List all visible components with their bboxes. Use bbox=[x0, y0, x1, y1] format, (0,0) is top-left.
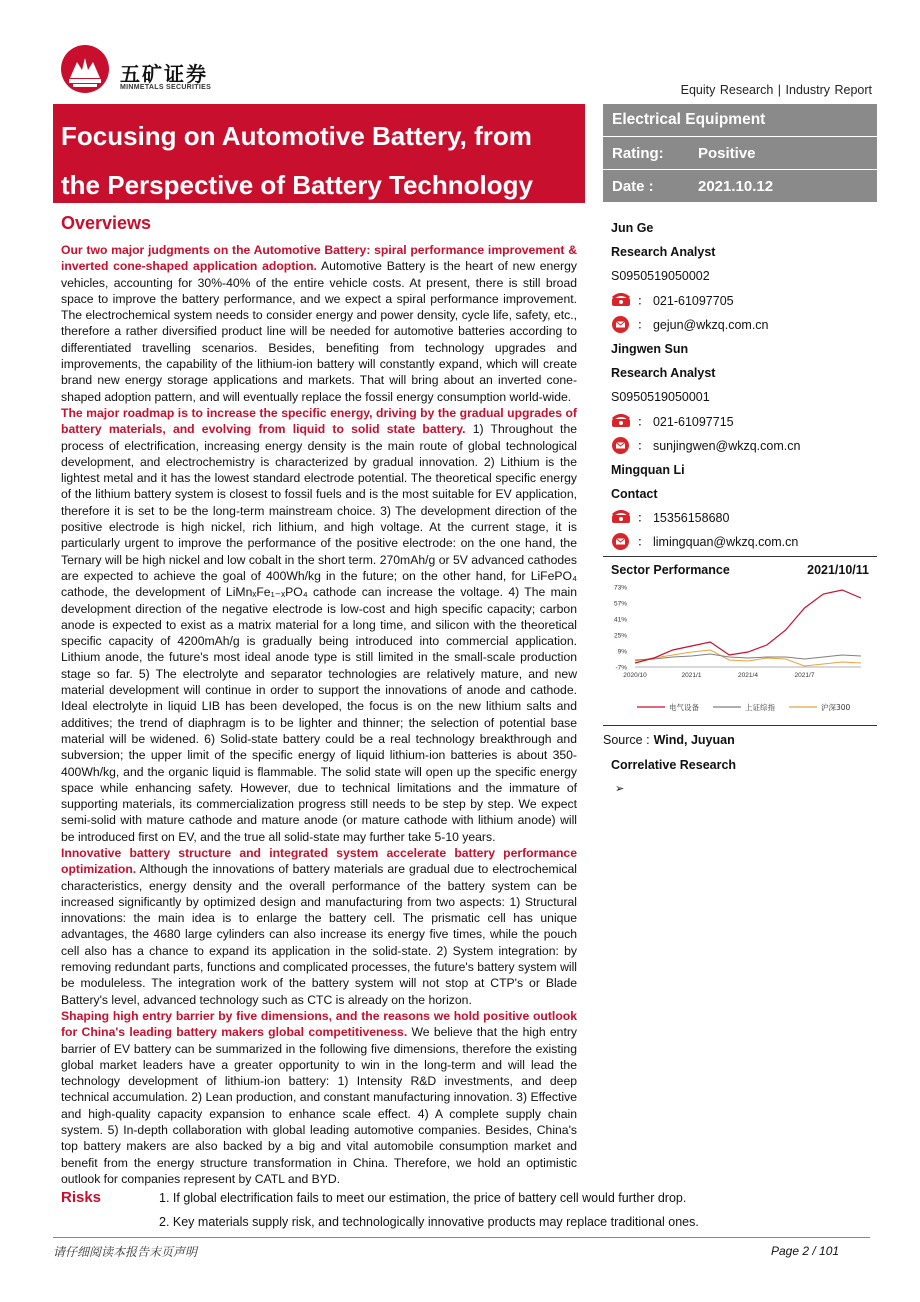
title-banner bbox=[53, 104, 585, 203]
chart-source bbox=[603, 733, 735, 747]
overview-body bbox=[61, 242, 577, 1187]
analyst-role: Contact bbox=[611, 487, 658, 502]
analyst-list bbox=[611, 216, 881, 555]
paragraph-text: We believe that the high entry barrier of EV battery can be summarized in the following five dimensions, therefore the existing global market leaders have a greater opportunity to win in the long-term and will lead the technology development of lithium-ion battery: 1) Intensity R&D investments, and deep technical accumulation. 2) Lean production, and constant manufacturing innovation. 3) Effective and high-quality capacity expansion to enhance scale effect. 4) A complete supply chain system. 5) In-depth collaboration with global leading automotive companies. Besides, China's top battery makers are also backed by a big and vital automobile consumption market and benefit from the energy structure transformation in China. Therefore, we hold an optimistic outlook for companies represent by CATL and BYD. bbox=[61, 1025, 577, 1186]
report-type: Equity Research | Industry Report bbox=[680, 83, 872, 97]
footer-divider bbox=[53, 1237, 870, 1238]
x-tick-label: 2020/10 bbox=[623, 672, 647, 679]
date-row bbox=[603, 170, 877, 202]
analyst-phone bbox=[611, 410, 881, 434]
sector-performance-chart bbox=[603, 556, 877, 726]
rating-value: Positive bbox=[698, 144, 756, 162]
analyst-phone bbox=[611, 506, 881, 530]
paragraph-highlight: Our two major judgments on the Automotive Battery: spiral performance improvement & inverted cone-shaped application adoption. bbox=[61, 243, 577, 274]
company-logo bbox=[60, 44, 230, 96]
x-tick-label: 2021/7 bbox=[794, 672, 815, 679]
bullet-arrow-icon: ➢ bbox=[615, 783, 625, 795]
paragraph-text: Although the innovations of battery materials are gradual due to electrochemical characteristics, energy density and the overall performance of the battery system can be increased significantly by optimized design and manufacturing from two aspects: 1) Structural innovations: the main idea is to enlarge the battery cell. The prismatic cell has unique advantages, the 4680 large cylinders can also increase its energy five times, while the pouch cell also has a chance to expand its application in the solid-state. 2) System integration: by removing redundant parts, functions and complicated processes, the future's battery system will be moduleless. The integration work of the battery system will not stop at CTP's or Blade Battery's level, advanced technology such as CTC is already on the horizon. bbox=[61, 862, 577, 1007]
x-tick-label: 2021/1 bbox=[681, 672, 702, 679]
paragraph bbox=[61, 242, 577, 405]
source-value: Wind, Juyuan bbox=[653, 733, 735, 747]
y-tick-label: 57% bbox=[613, 600, 627, 608]
x-tick-label: 2021/4 bbox=[738, 672, 758, 679]
legend-label: 上证综指 bbox=[745, 703, 775, 712]
legend-label: 沪深300 bbox=[821, 703, 851, 712]
analyst-email bbox=[611, 530, 881, 554]
paragraph bbox=[61, 1008, 577, 1187]
paragraph-highlight: The major roadmap is to increase the specific energy, driving by the gradual upgrades of battery materials, and evolving from liquid to solid state battery. bbox=[61, 405, 577, 437]
analyst-role: Research Analyst bbox=[611, 366, 716, 381]
minmetals-logo-icon bbox=[60, 44, 110, 94]
risk-item: 1. If global electrification fails to meet our estimation, the price of battery cell would further drop. bbox=[159, 1191, 687, 1205]
y-tick-label: 9% bbox=[617, 648, 627, 656]
phone-icon bbox=[611, 414, 631, 428]
legend-label: 电气设备 bbox=[669, 703, 699, 712]
risk-item: 2. Key materials supply risk, and technologically innovative products may replace traditional ones. bbox=[159, 1215, 699, 1229]
analyst-role: Research Analyst bbox=[611, 245, 716, 260]
email-address[interactable]: ： limingquan@wkzq.com.cn bbox=[637, 535, 799, 550]
correlative-research-title: Correlative Research bbox=[611, 758, 737, 772]
analyst-email bbox=[611, 313, 881, 337]
section-heading: Overviews bbox=[61, 213, 152, 233]
phone-number[interactable]: ： 021-61097705 bbox=[637, 293, 734, 308]
email-address[interactable]: ： gejun@wkzq.com.cn bbox=[637, 317, 769, 332]
y-tick-label: 41% bbox=[613, 616, 627, 624]
analyst-name: Mingquan Li bbox=[611, 462, 685, 477]
brand-name-en: MINMETALS SECURITIES bbox=[120, 84, 212, 91]
paragraph bbox=[61, 405, 577, 845]
mail-icon bbox=[612, 533, 629, 550]
analyst-cert: S0950519050002 bbox=[611, 269, 710, 284]
footer-disclaimer: 请仔细阅读本报告末页声明 bbox=[53, 1245, 198, 1259]
y-tick-label: 25% bbox=[613, 632, 627, 640]
paragraph-text: 1) Throughout the process of electrification, increasing energy density is the main route of global technological development, and electrochemistry is characterized by gradual innovation. 2) Lithium is the lightest metal and it has the lowest standard electrode potential. The theoretical specific energy of the lithium battery system is closest to fossil fuels and is the most suitable for EV application, therefore it is set to be the long-term mainstream choice. 3) The development direction of the positive electrode is high nickel, rich lithium, and high voltage. At the current stage, it is particularly urgent to improve the performance of the positive electrode: on the one hand, the Ternary will be high nickel and low cobalt in the short term. 270mAh/g or 5V advanced cathodes are expected to achieve the goal of 400Wh/kg in the future; on the other hand, for LiFePO₄ cathode, the development of LiMnₓFe₁₋ₓPO₄ cathode can increase the voltage. 4) The main development direction of the negative electrode is low-cost and high specific capacity; carbon anode is expected to exist as a matrix material for a long time, and silicon with the theoretical specific capacity of 4200mAh/g is gradually being introduced into commercial application. Lithium anode, the future's most ideal anode type is still limited in the small-scale production stage so far. 5) The electrolyte and separator technologies are relatively mature, and new material development will continue in order to support the innovations of anode and cathode. Ideal electrolyte in liquid LIB has been developed, the focus is on the new lithium salts and additives; the trend of diaphragm is to be lighter and thinner; the selection of potential base material will be widened. 6) Solid-state battery could be a real technology breakthrough and subversion; the upper limit of the specific energy of liquid lithium-ion batteries is about 350-400Wh/kg, and the organic liquid is flammable. The solid state will open up the specific energy space while enhancing safety. However, due to technical limitations and the immature of supporting materials, its commercialization progress still needs to be step by step. We expect semi-solid with mature cathode and mature anode (or mature cathode with lithium anode) will be introduced first on EV, and the true all solid-state may further take 5-10 years. bbox=[61, 422, 577, 844]
rating-label: Rating: bbox=[612, 144, 664, 162]
analyst-phone bbox=[611, 289, 881, 313]
paragraph-highlight: Innovative battery structure and integrated system accelerate battery performance optimization. bbox=[61, 845, 577, 877]
info-panel bbox=[603, 104, 877, 203]
phone-number[interactable]: ： 15356158680 bbox=[637, 511, 730, 526]
analyst-cert: S0950519050001 bbox=[611, 390, 710, 405]
phone-number[interactable]: ： 021-61097715 bbox=[637, 414, 734, 429]
paragraph-text: Automotive Battery is the heart of new energy vehicles, accounting for 30%-40% of the entire vehicle costs. At present, there is still broad space to improve the battery performance, and we expect a spiral performance improvement. The electrochemical system needs to consider energy and power density, cycle life, safety, etc., therefore a rather diversified product line will be needed for automotive batteries according to differentiated travelling scenarios. Besides, benefiting from technology upgrades and improvements, the capability of the lithium-ion battery will constantly expand, which will create brand new energy storage applications and markets. That will bring about an inverted cone-shaped adoption pattern, and will eventually replace the fossil energy consumption world-wide. bbox=[61, 259, 577, 404]
chart-plot bbox=[603, 579, 877, 725]
mail-icon bbox=[612, 437, 629, 454]
mail-icon bbox=[612, 316, 629, 333]
phone-icon bbox=[611, 293, 631, 307]
series-line-0 bbox=[635, 590, 861, 663]
brand-name-cn: 五矿证券 bbox=[120, 62, 208, 86]
sector-name: Electrical Equipment bbox=[612, 111, 766, 128]
source-label: Source : bbox=[603, 733, 650, 747]
report-title-line-2: the Perspective of Battery Technology bbox=[61, 170, 533, 200]
report-title-line-1: Focusing on Automotive Battery, from bbox=[61, 121, 532, 151]
chart-title: Sector Performance bbox=[611, 563, 730, 577]
analyst-email bbox=[611, 434, 881, 458]
analyst-name: Jun Ge bbox=[611, 221, 654, 235]
y-tick-label: -7% bbox=[615, 664, 627, 672]
chart-date: 2021/10/11 bbox=[807, 563, 869, 577]
series-line-1 bbox=[635, 654, 861, 660]
date-value: 2021.10.12 bbox=[698, 177, 774, 195]
paragraph bbox=[61, 845, 577, 1008]
date-label: Date : bbox=[612, 177, 654, 195]
y-tick-label: 73% bbox=[613, 584, 627, 592]
analyst-name: Jingwen Sun bbox=[611, 341, 689, 356]
page-number: Page 2 / 101 bbox=[771, 1244, 840, 1258]
phone-icon bbox=[611, 510, 631, 524]
email-address[interactable]: ： sunjingwen@wkzq.com.cn bbox=[637, 438, 801, 453]
risks-heading: Risks bbox=[61, 1189, 102, 1206]
paragraph-highlight: Shaping high entry barrier by five dimensions, and the reasons we hold positive outlook for China's leading battery makers global competitiveness. bbox=[61, 1008, 577, 1040]
rating-row bbox=[603, 137, 877, 169]
sector-row bbox=[603, 104, 877, 136]
